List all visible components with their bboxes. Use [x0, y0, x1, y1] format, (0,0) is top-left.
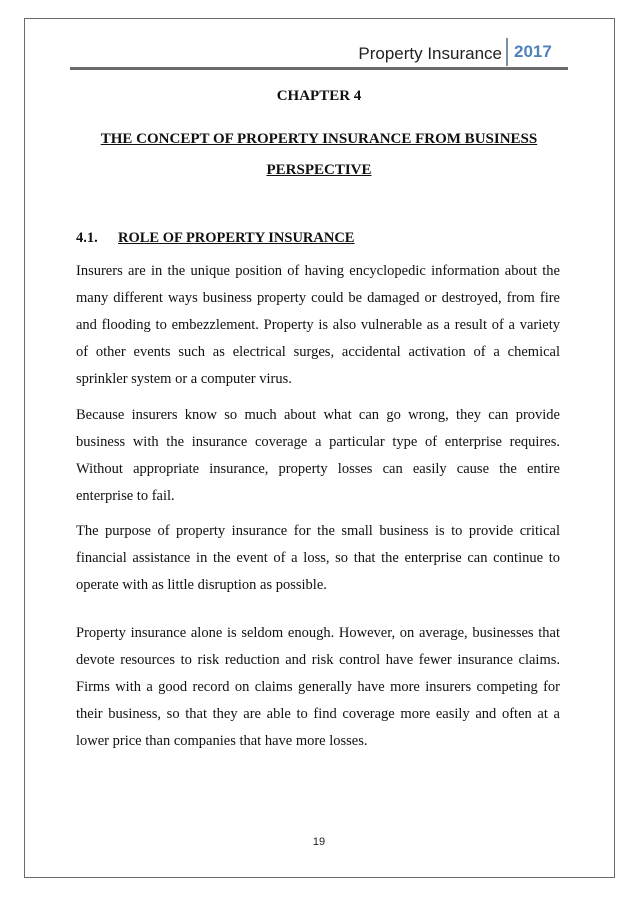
paragraph-3: The purpose of property insurance for the small business is to provide critical financial assistance in the event of a loss, so that the enterprise can continue to operate with as little disruption as possible.: [76, 523, 560, 593]
paragraph-2: Because insurers know so much about what can go wrong, they can provide business with the insurance coverage a particular type of enterprise requires. Without appropriate insurance, property losses can easily cause the entire enterprise to fail.: [76, 407, 560, 504]
chapter-label: CHAPTER 4: [276, 88, 362, 104]
section-heading: [76, 230, 354, 247]
header-rule: [70, 67, 568, 70]
page-number: 19: [312, 836, 326, 848]
chapter-title: THE CONCEPT OF PROPERTY INSURANCE FROM BUSINESS PERSPECTIVE: [100, 131, 538, 178]
header-title: Property Insurance: [358, 44, 502, 63]
header-year: 2017: [514, 42, 552, 61]
page-header: [0, 38, 638, 70]
paragraph-1: Insurers are in the unique position of having encyclopedic information about the many different ways business property could be damaged or destroyed, from fire and flooding to embezzlement. Property is also vulnerable as a result of a variety of other events such as electrical surges, accidental activation of a chemical sprinkler system or a computer virus.: [76, 263, 560, 387]
section-title: ROLE OF PROPERTY INSURANCE: [118, 230, 355, 246]
section-number: 4.1.: [76, 230, 98, 246]
header-divider: [506, 38, 508, 66]
paragraph-4: Property insurance alone is seldom enough. However, on average, businesses that devote resources to risk reduction and risk control have fewer insurance claims. Firms with a good record on claims generally have more insurers competing for their business, so that they are able to find coverage more easily and often at a lower price than companies that have more losses.: [76, 625, 560, 749]
